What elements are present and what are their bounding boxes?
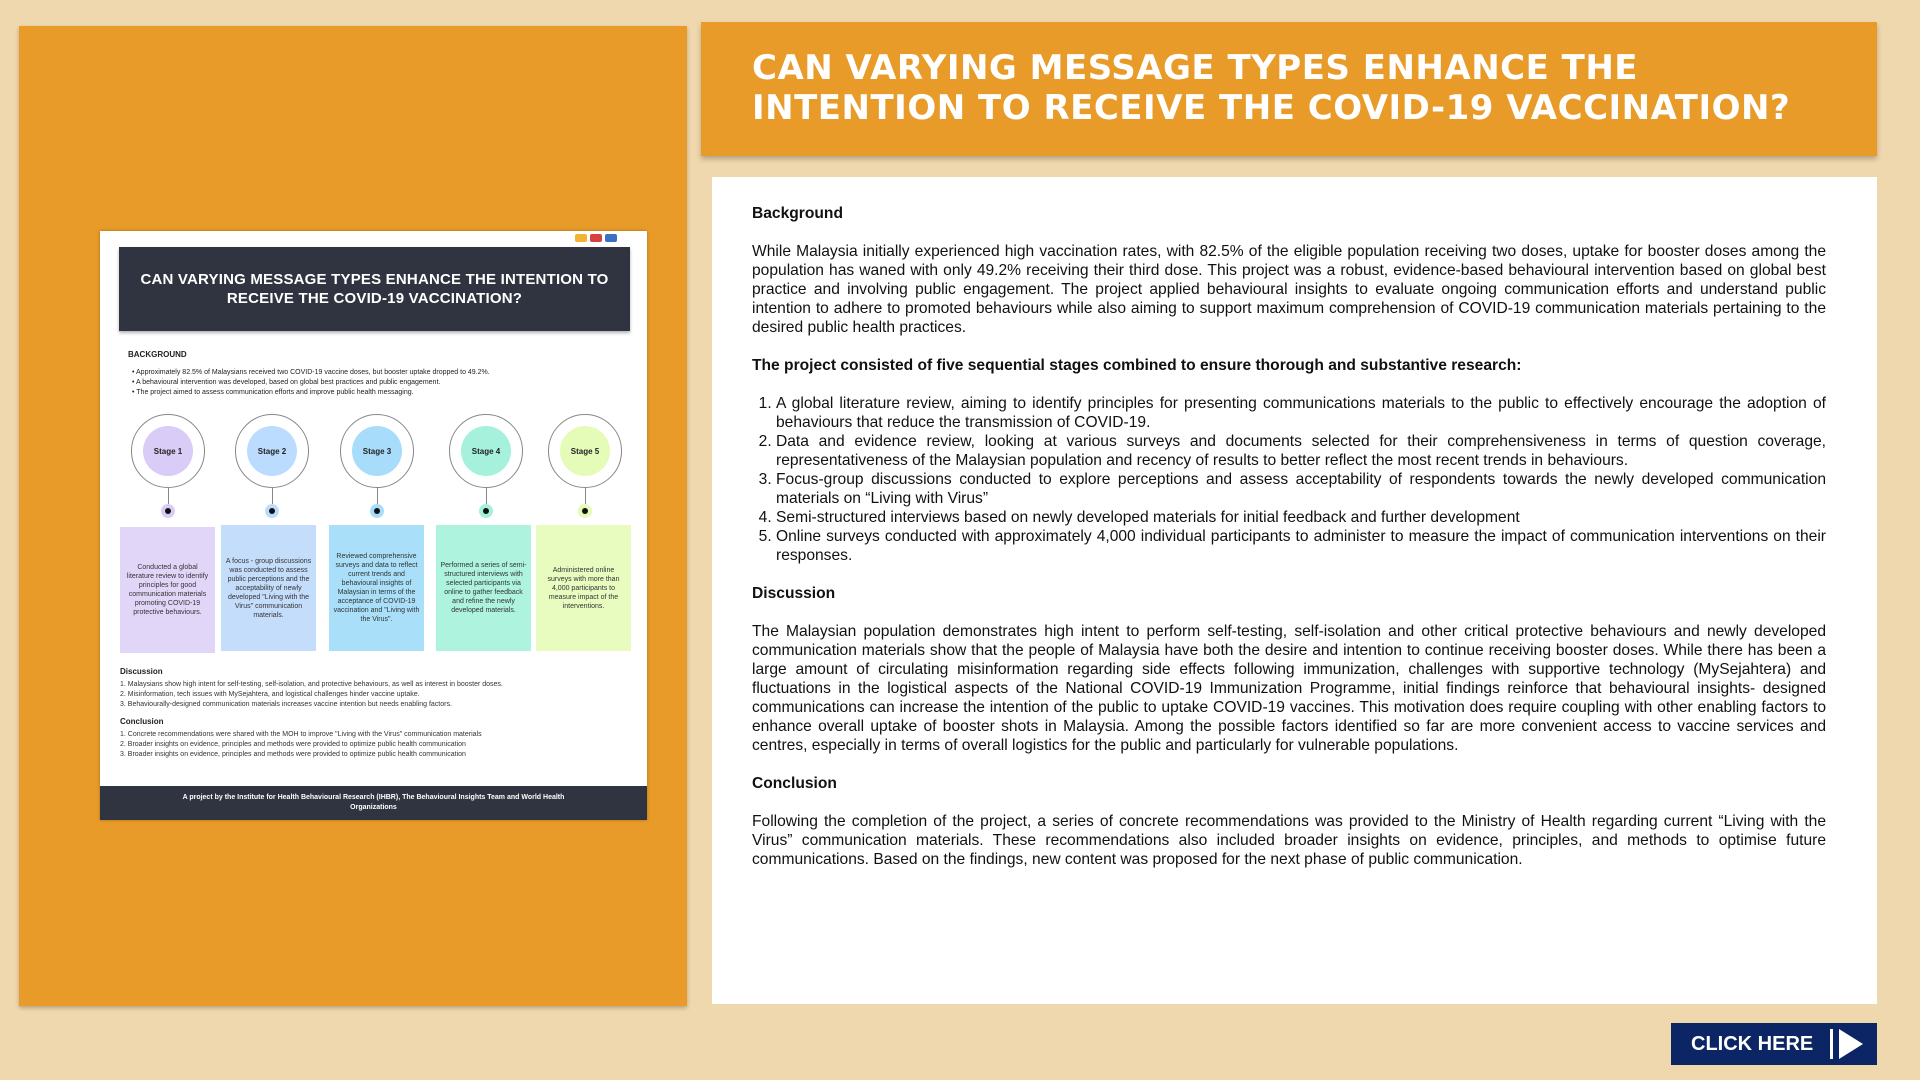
poster-discussion-list bbox=[120, 680, 503, 710]
stage-4 bbox=[441, 414, 531, 518]
list-item: 4. Semi-structured interviews based on newly developed materials for initial feedback and further development bbox=[776, 508, 1826, 527]
list-item: • Approximately 82.5% of Malaysians received two COVID-19 vaccine doses, but booster uptake dropped to 49.2%. bbox=[132, 368, 490, 378]
conclusion-text: Following the completion of the project, a series of concrete recommendations was provided to the Ministry of Health regarding current “Living with the Virus” communication materials. These recommendations also included broader insights on evidence, principles, and methods to optimise future communications. Based on the findings, new content was proposed for the next phase of public communication. bbox=[752, 813, 1826, 868]
stage-1 bbox=[123, 414, 213, 518]
stage-2-dot bbox=[265, 504, 279, 518]
stage-1-description: Conducted a global literature review to identify principles for good communication materials promoting COVID-19 protective behaviours. bbox=[120, 527, 215, 653]
left-panel bbox=[19, 26, 687, 1006]
background-text: While Malaysia initially experienced high vaccination rates, with 82.5% of the eligible population receiving two doses, uptake for booster doses among the population has waned with only 49.2% receiving their third dose. This project was a robust, evidence-based behavioural intervention based on global best practice and involving public engagement. The project applied behavioural insights to evaluate ongoing communication efforts and understand public intention to adhere to promoted behaviours while also aiming to support maximum comprehension of COVID-19 communication materials pertaining to the desired public health practices. bbox=[752, 243, 1826, 336]
stage-5-label: Stage 5 bbox=[560, 426, 610, 476]
list-item: 5. Online surveys conducted with approximately 4,000 individual participants to administer to measure the impact of communication interventions on their responses. bbox=[776, 527, 1826, 565]
play-bar-icon bbox=[1830, 1029, 1833, 1059]
poster-conclusion-title: Conclusion bbox=[120, 717, 164, 726]
stage-4-dot bbox=[479, 504, 493, 518]
poster-title: CAN VARYING MESSAGE TYPES ENHANCE THE INTENTION TO RECEIVE THE COVID-19 VACCINATION? bbox=[119, 247, 630, 331]
stages-heading: The project consisted of five sequential stages combined to ensure thorough and substantive research: bbox=[752, 357, 1522, 374]
list-item: • The project aimed to assess communication efforts and improve public health messaging. bbox=[132, 388, 490, 398]
stage-2-label: Stage 2 bbox=[247, 426, 297, 476]
poster-logos bbox=[575, 234, 617, 242]
poster-thumbnail[interactable] bbox=[100, 231, 647, 820]
logo-mark-1 bbox=[575, 234, 587, 242]
stage-1-label: Stage 1 bbox=[143, 426, 193, 476]
discussion-heading: Discussion bbox=[752, 585, 836, 602]
title-bar bbox=[701, 22, 1877, 156]
stage-2 bbox=[227, 414, 317, 518]
list-item: 2. Data and evidence review, looking at various surveys and documents selected for their comprehensiveness in terms of question coverage, representativeness of the Malaysian population and recency of results to better reflect the most recent trends in behaviours. bbox=[776, 432, 1826, 470]
stage-5 bbox=[540, 414, 630, 518]
stage-1-dot bbox=[161, 504, 175, 518]
conclusion-heading: Conclusion bbox=[752, 775, 837, 792]
stage-3-label: Stage 3 bbox=[352, 426, 402, 476]
list-item: 3. Focus-group discussions conducted to explore perceptions and assess acceptability of respondents towards the newly developed communication materials on “Living with Virus” bbox=[776, 470, 1826, 508]
logo-mark-2 bbox=[590, 234, 602, 242]
list-item: 1. Malaysians show high intent for self-testing, self-isolation, and protective behaviours, as well as interest in booster doses. bbox=[120, 681, 503, 688]
list-item: 2. Broader insights on evidence, principles and methods were provided to optimize public health communication bbox=[120, 741, 466, 748]
discussion-text: The Malaysian population demonstrates high intent to perform self-testing, self-isolation and other critical protective behaviours and newly developed communication materials show that the people of Malaysia have both the desire and intention to continue receiving booster doses. While there has been a large amount of circulating misinformation regarding side effects following immunization, challenges with supportive technology (MySejahtera) and fluctuations in the logistical aspects of the National COVID-19 Immunization Programme, initial findings reinforce that behavioural insights- designed communications can increase the intention of the public to uptake COVID-19 vaccines. This motivation does require coupling with other enabling factors to enhance overall uptake of booster shots in Malaysia. Among the possible factors identified so far are more convenient access to vaccine services and centres, especially in terms of overall logistics for the public and particularly for vulnerable populations. bbox=[752, 623, 1826, 754]
stages-list bbox=[752, 394, 1826, 565]
click-here-label: CLICK HERE bbox=[1691, 1032, 1814, 1055]
content-card bbox=[712, 177, 1877, 1004]
stage-3 bbox=[332, 414, 422, 518]
poster-footer: A project by the Institute for Health Behavioural Research (IHBR), The Behavioural Insights Team and World Health Organizations bbox=[100, 786, 647, 820]
list-item: 1. Concrete recommendations were shared with the MOH to improve "Living with the Virus" communication materials bbox=[120, 731, 482, 738]
page-title: CAN VARYING MESSAGE TYPES ENHANCE THE INTENTION TO RECEIVE THE COVID-19 VACCINATION? bbox=[752, 48, 1791, 128]
poster-background-title: BACKGROUND bbox=[128, 350, 187, 359]
list-item: • A behavioural intervention was developed, based on global best practices and public engagement. bbox=[132, 378, 490, 388]
stage-5-dot bbox=[578, 504, 592, 518]
poster-discussion-title: Discussion bbox=[120, 667, 163, 676]
list-item: 2. Misinformation, tech issues with MySejahtera, and logistical challenges hinder vaccine uptake. bbox=[120, 691, 420, 698]
poster-background-list bbox=[132, 368, 490, 398]
background-heading: Background bbox=[752, 205, 843, 222]
stage-4-description: Performed a series of semi-structured interviews with selected participants via online to gather feedback and refine the newly developed materials. bbox=[436, 525, 531, 651]
stage-3-description: Reviewed comprehensive surveys and data to reflect current trends and behavioural insights of Malaysian in terms of the acceptance of COVID-19 vaccination and "Living with the Virus". bbox=[329, 525, 424, 651]
stage-3-dot bbox=[370, 504, 384, 518]
list-item: 3. Behaviourally-designed communication materials increases vaccine intention but needs enabling factors. bbox=[120, 701, 452, 708]
list-item: 1. A global literature review, aiming to identify principles for presenting communications materials to the public to effectively encourage the adoption of behaviours that reduce the transmission of COVID-19. bbox=[776, 394, 1826, 432]
play-arrow-icon bbox=[1839, 1029, 1863, 1059]
stage-5-description: Administered online surveys with more than 4,000 participants to measure impact of the interventions. bbox=[536, 525, 631, 651]
click-here-button[interactable] bbox=[1671, 1023, 1877, 1065]
poster-conclusion-list bbox=[120, 730, 482, 760]
stage-2-description: A focus - group discussions was conducted to assess public perceptions and the acceptability of newly developed "Living with the Virus" communication materials. bbox=[221, 525, 316, 651]
logo-mark-3 bbox=[605, 234, 617, 242]
stage-4-label: Stage 4 bbox=[461, 426, 511, 476]
list-item: 3. Broader insights on evidence, principles and methods were provided to optimize public health communication bbox=[120, 751, 466, 758]
